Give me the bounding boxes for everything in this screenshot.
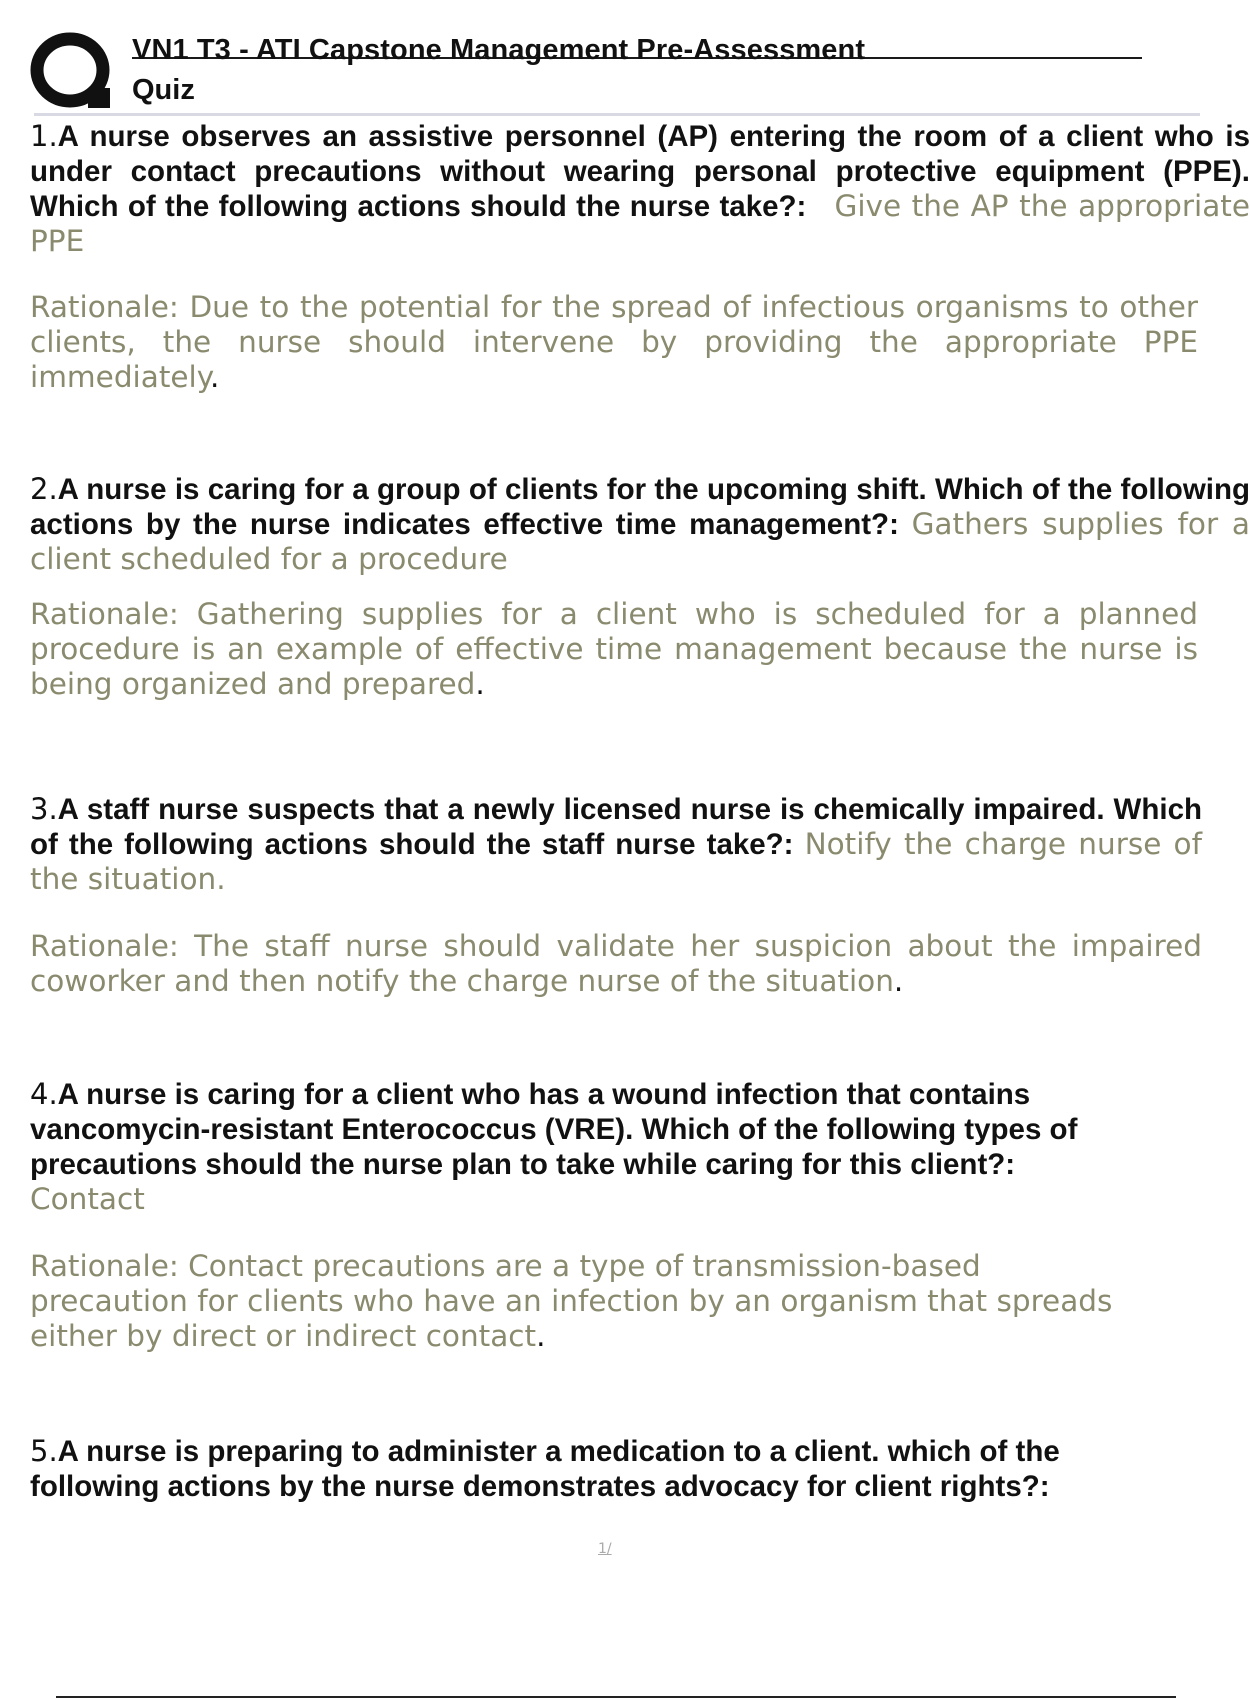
question-number: 4. [30,1077,58,1111]
footer-rule [56,1696,1176,1698]
question-item [30,1434,1250,1504]
answer-text: Give the AP the appropriate PPE [30,189,1250,258]
rationale-text: Rationale: Due to the potential for the spread of infectious organisms to other clients, the nurse should intervene by providing the appropriate PPE immediately [30,290,1198,394]
rationale-text: Rationale: Contact precautions are a type of transmission-based precaution for clients who have an infection by an organism that spreads either by direct or indirect contact [30,1249,1113,1353]
document-subtitle: Quiz [132,74,195,106]
question-number: 1. [30,119,58,153]
header-divider [34,113,1200,116]
question-text: A nurse is caring for a group of clients for the upcoming shift. Which of the following actions by the nurse indicates effective time management?: [30,473,1250,541]
rationale-text: Rationale: The staff nurse should validate her suspicion about the impaired coworker and then notify the charge nurse of the situation [30,929,1202,998]
rationale-block: Rationale: Contact precautions are a type of transmission-based precaution for clients who have an infection by an organism that spreads either by direct or indirect contact. [30,1249,1113,1353]
question-text: A nurse is caring for a client who has a wound infection that contains vancomycin-resistant Enterococcus (VRE). Which of the following types of precautions should the nurse plan to take while caring for this client?: [30,1078,1078,1181]
question-block [30,119,1250,259]
question-number: 3. [30,792,58,826]
answer-text: Contact [30,1182,145,1216]
question-text: A nurse is preparing to administer a medication to a client. which of the following actions by the nurse demonstrates advocacy for client rights?: [30,1435,1060,1503]
answer-text: Notify the charge nurse of the situation. [30,827,1202,896]
question-block [30,1077,1140,1217]
question-item [30,472,1250,702]
question-block [30,792,1202,897]
answer-text: Gathers supplies for a client scheduled for a procedure [30,507,1250,576]
question-text: A nurse observes an assistive personnel (AP) entering the room of a client who is under contact precautions without wearing personal protective equipment (PPE). Which of the following actions should the nurse take?: [30,120,1250,223]
rationale-text: Rationale: Gathering supplies for a client who is scheduled for a planned procedure is an example of effective time management because the nurse is being organized and prepared [30,597,1198,701]
q-logo-icon [30,30,112,112]
rationale-block: Rationale: The staff nurse should validate her suspicion about the impaired coworker and then notify the charge nurse of the situation. [30,929,1202,998]
question-item [30,792,1250,999]
document-title: VN1 T3 - ATI Capstone Management Pre-Assessment [132,34,866,66]
question-number: 5. [30,1434,58,1468]
question-block [30,472,1250,577]
question-item [30,119,1250,395]
question-text: A staff nurse suspects that a newly licensed nurse is chemically impaired. Which of the following actions should the staff nurse take?: [30,793,1202,861]
page-marker: 1/ [598,1541,612,1557]
question-number: 2. [30,472,58,506]
rationale-block: Rationale: Gathering supplies for a client who is scheduled for a planned procedure is an example of effective time management because the nurse is being organized and prepared. [30,597,1198,701]
question-item [30,1077,1250,1354]
question-block [30,1434,1170,1504]
rationale-block: Rationale: Due to the potential for the spread of infectious organisms to other clients, the nurse should intervene by providing the appropriate PPE immediately. [30,290,1198,394]
